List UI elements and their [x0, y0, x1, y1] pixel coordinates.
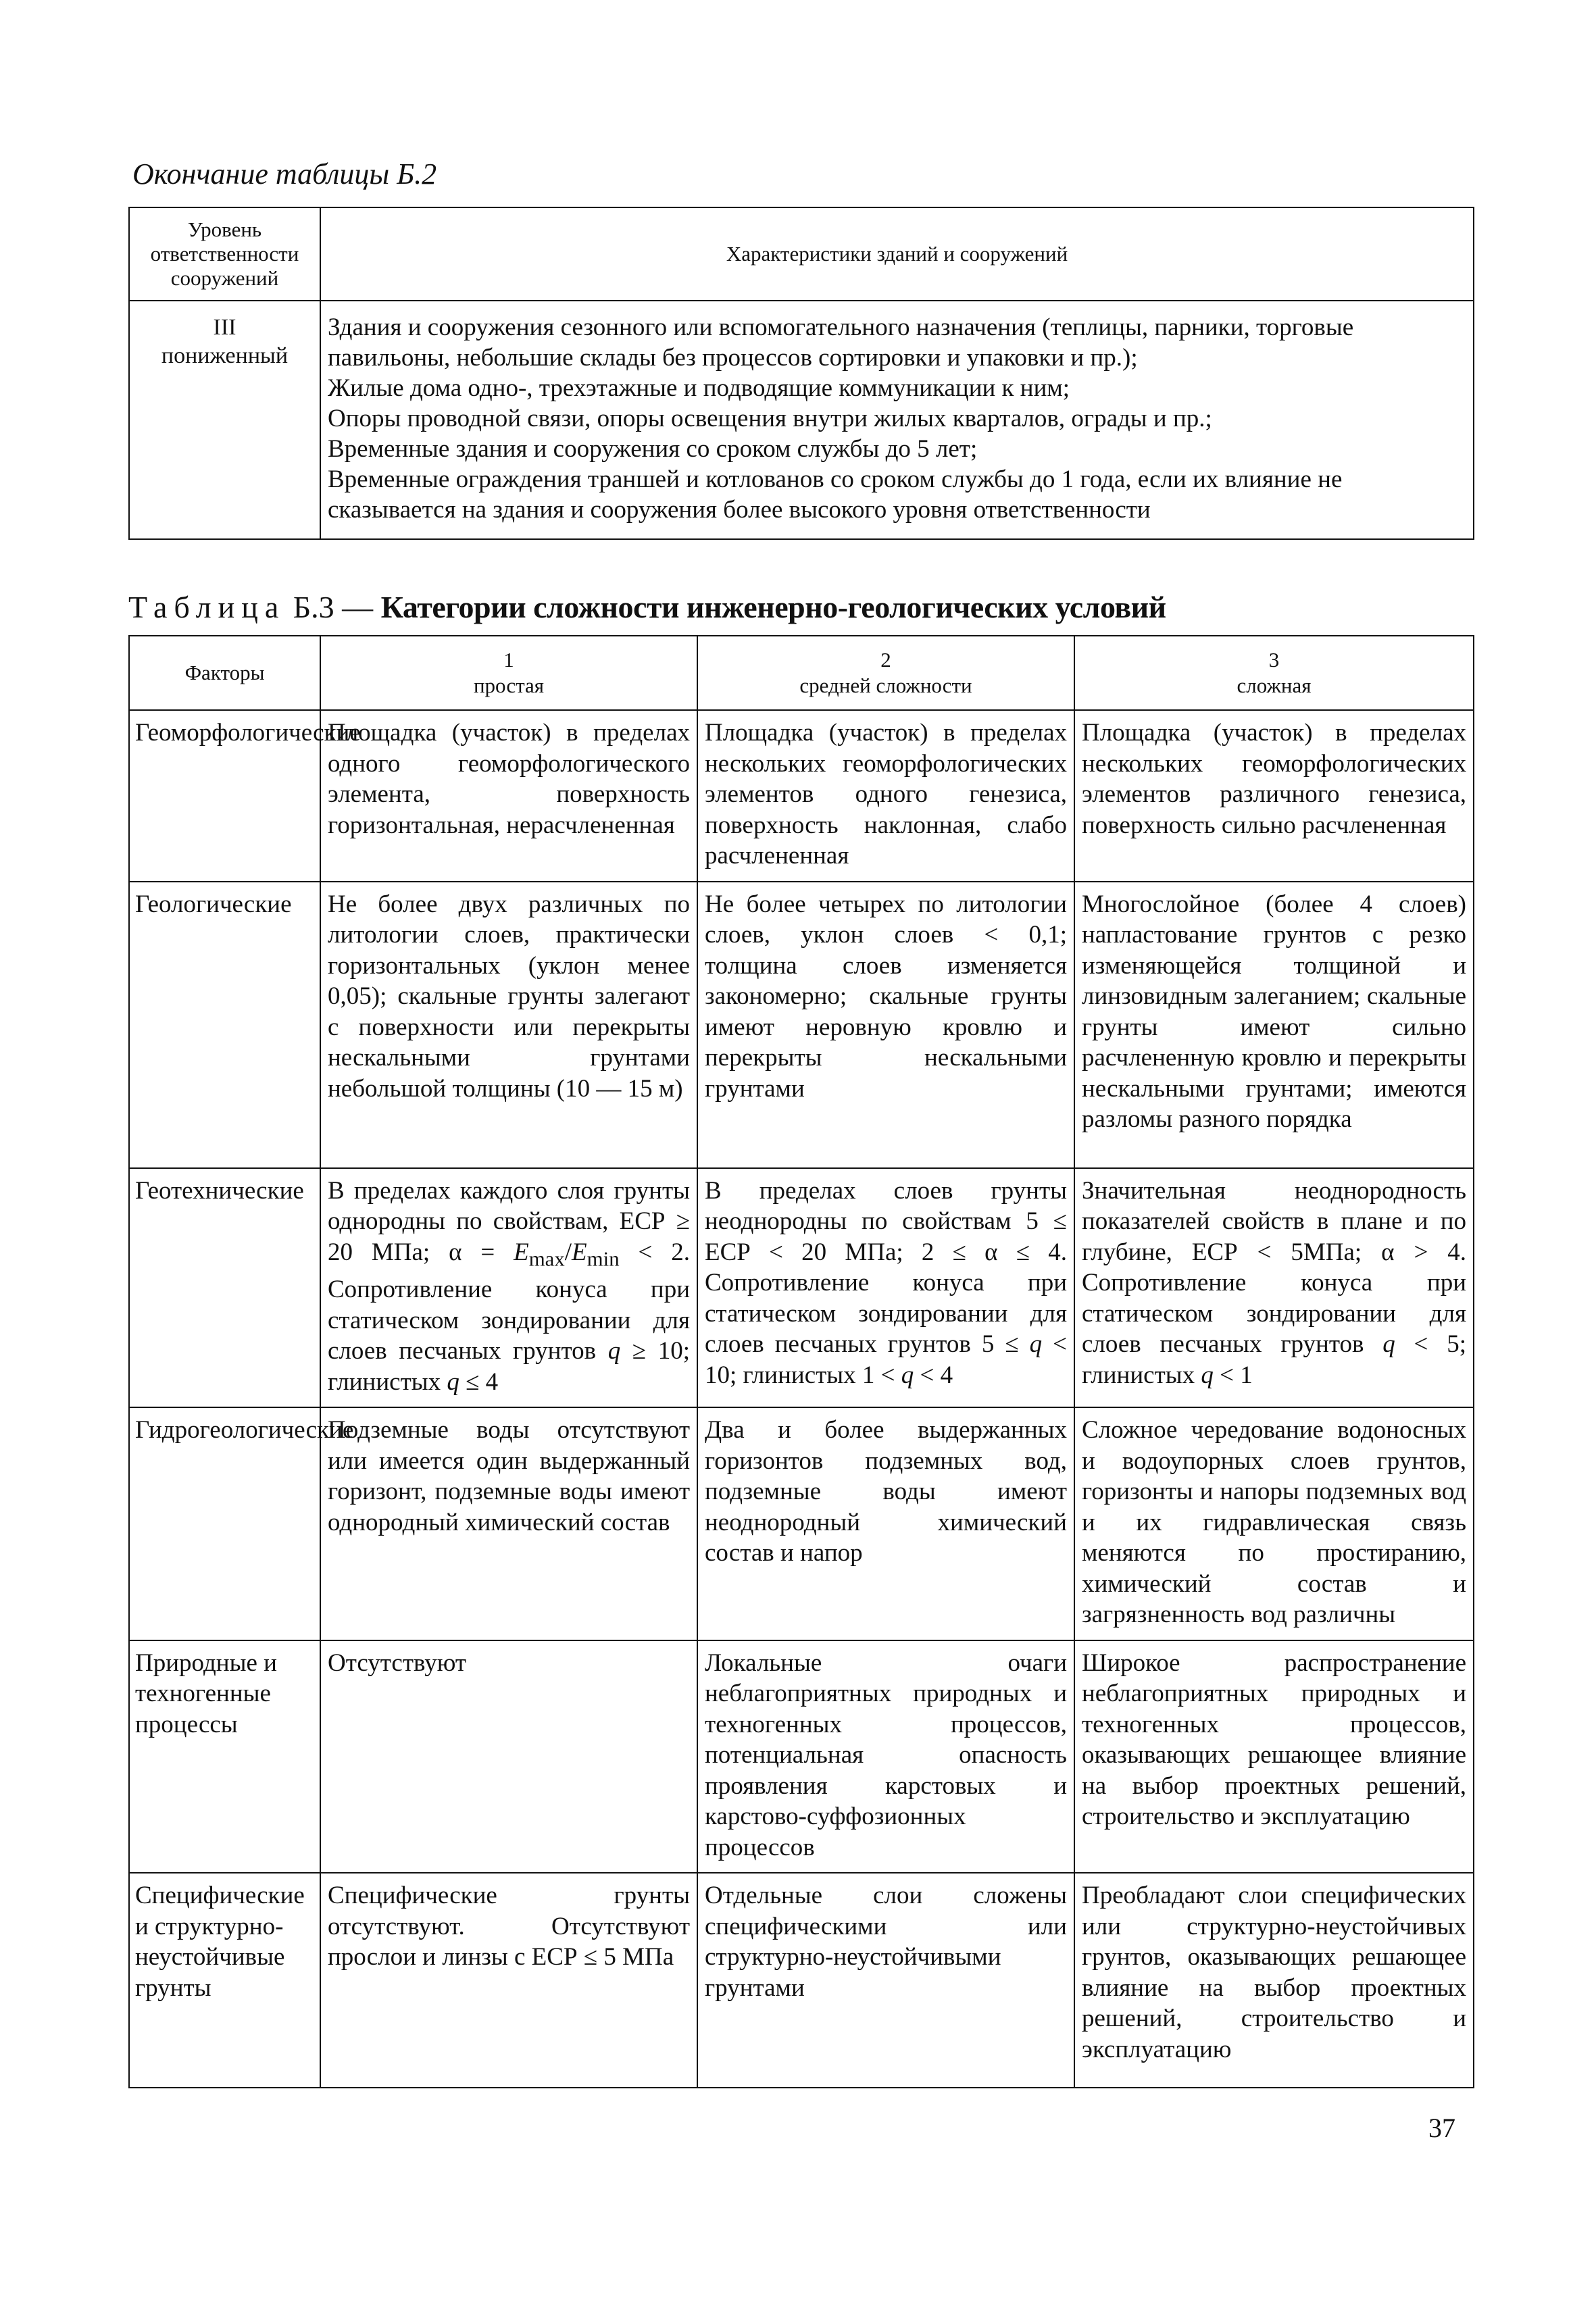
characteristics-cell	[320, 301, 1474, 539]
cell-simple: Площадка (участок) в пределах одного геоморфологического элемента, поверхность горизонтальная, нерасчлененная	[320, 710, 697, 882]
table-row	[129, 1873, 1474, 2088]
category-number: 1	[503, 648, 514, 672]
table-row	[129, 1640, 1474, 1873]
table-row	[129, 710, 1474, 882]
header-category-3	[1074, 636, 1474, 710]
table-row	[129, 882, 1474, 1168]
cell-simple: Не более двух различных по литологии слоев, практически горизонтальных (уклон менее 0,05); скальные грунты залегают с поверхности или перекрыты нескальными грунтами небольшой толщины (10 — 15 м)	[320, 882, 697, 1168]
table-b3	[128, 635, 1474, 2088]
table-b3-title	[128, 589, 1166, 625]
category-name: сложная	[1237, 674, 1312, 697]
table-header-row	[129, 207, 1474, 301]
cell-medium: Два и более выдержанных горизонтов подземных вод, подземные воды имеют неоднородный химический состав и напор	[697, 1407, 1074, 1640]
level-name: пониженный	[161, 343, 289, 368]
table-row	[129, 1407, 1474, 1640]
cell-medium: Не более четырех по литологии слоев, уклон слоев < 0,1; толщина слоев изменяется закономерно; скальные грунты имеют неровную кровлю и перекрыты нескальными грунтами	[697, 882, 1074, 1168]
characteristics-line: Временные здания и сооружения со сроком службы до 5 лет;	[328, 435, 978, 463]
title-dash: —	[342, 590, 374, 624]
characteristics-line: Временные ограждения траншей и котлованов со сроком службы до 1 года, если их влияние не сказывается на здания и сооружения более высокого уровня ответственности	[328, 466, 1343, 524]
cell-complex: Преобладают слои специфических или структурно-неустойчивых грунтов, оказывающих решающее влияние на выбор проектных решений, строительство и эксплуатацию	[1074, 1873, 1474, 2088]
cell-complex: Сложное чередование водоносных и водоупорных слоев грунтов, горизонты и напоры подземных вод и их гидравлическая связь меняются по простиранию, химический состав и загрязненность вод различны	[1074, 1407, 1474, 1640]
cell-simple: В пределах каждого слоя грунты однородны по свойствам, ЕСР ≥ 20 МПа; $\alpha = E_{max}/E_{min} < 2$. Сопротивление конуса при статическом зондировании для слоев песчаных грунтов q ≥ 10; глинистых q ≤ 4	[320, 1168, 697, 1408]
table-row	[129, 301, 1474, 539]
continuation-caption: Окончание таблицы Б.2	[132, 157, 437, 191]
cell-complex: Многослойное (более 4 слоев) напластование грунтов с резко изменяющейся толщиной и линзовидным залеганием; скальные грунты имеют сильно расчлененную кровлю и перекрыты нескальными грунтами; имеются разломы разного порядка	[1074, 882, 1474, 1168]
header-factors: Факторы	[129, 636, 320, 710]
level-cell	[129, 301, 320, 539]
cell-medium: Отдельные слои сложены специфическими или структурно-неустойчивыми грунтами	[697, 1873, 1074, 2088]
category-name: простая	[473, 674, 545, 697]
factor-cell: Природные и техногенные процессы	[129, 1640, 320, 1873]
category-number: 2	[880, 648, 891, 672]
level-roman: III	[213, 315, 236, 340]
cell-complex: Значительная неоднородность показателей свойств в плане и по глубине, ЕСР < 5МПа; α > 4. Сопротивление конуса при статическом зондировании для слоев песчаных грунтов q < 5; глинистых q < 1	[1074, 1168, 1474, 1408]
header-category-1	[320, 636, 697, 710]
header-level: Уровень ответственности сооружений	[129, 207, 320, 301]
category-name: средней сложности	[799, 674, 972, 697]
table-row	[129, 1168, 1474, 1408]
characteristics-line: Жилые дома одно-, трехэтажные и подводящие коммуникации к ним;	[328, 374, 1070, 402]
table-header-row	[129, 636, 1474, 710]
factor-cell: Геоморфологические	[129, 710, 320, 882]
page-number: 37	[1428, 2113, 1455, 2143]
table-b2-end	[128, 207, 1474, 540]
header-characteristics: Характеристики зданий и сооружений	[320, 207, 1474, 301]
factor-cell: Гидрогеологические	[129, 1407, 320, 1640]
characteristics-line: Здания и сооружения сезонного или вспомогательного назначения (теплицы, парники, торговые павильоны, небольшие склады без процессов сортировки и упаковки и пр.);	[328, 313, 1354, 372]
characteristics-line: Опоры проводной связи, опоры освещения внутри жилых кварталов, ограды и пр.;	[328, 405, 1212, 432]
factor-cell: Специфические и структурно-неустойчивые грунты	[129, 1873, 320, 2088]
header-category-2	[697, 636, 1074, 710]
cell-simple: Отсутствуют	[320, 1640, 697, 1873]
cell-medium: Площадка (участок) в пределах нескольких геоморфологических элементов одного генезиса, поверхность наклонная, слабо расчлененная	[697, 710, 1074, 882]
table-label: Таблица	[128, 590, 286, 624]
cell-complex: Широкое распространение неблагоприятных природных и техногенных процессов, оказывающих решающее влияние на выбор проектных решений, строительство и эксплуатацию	[1074, 1640, 1474, 1873]
category-number: 3	[1268, 648, 1280, 672]
cell-simple: Специфические грунты отсутствуют. Отсутствуют прослои и линзы с ЕСР ≤ 5 МПа	[320, 1873, 697, 2088]
table-number: Б.3	[293, 590, 334, 624]
cell-simple: Подземные воды отсутствуют или имеется один выдержанный горизонт, подземные воды имеют однородный химический состав	[320, 1407, 697, 1640]
cell-complex: Площадка (участок) в пределах нескольких геоморфологических элементов различного генезиса, поверхность сильно расчлененная	[1074, 710, 1474, 882]
factor-cell: Геотехнические	[129, 1168, 320, 1408]
cell-medium: В пределах слоев грунты неоднородны по свойствам 5 ≤ ЕСР < 20 МПа; 2 ≤ α ≤ 4. Сопротивление конуса при статическом зондировании для слоев песчаных грунтов 5 ≤ q < 10; глинистых 1 < q < 4	[697, 1168, 1074, 1408]
cell-medium: Локальные очаги неблагоприятных природных и техногенных процессов, потенциальная опасность проявления карстовых и карстово-суффозионных процессов	[697, 1640, 1074, 1873]
table-name: Категории сложности инженерно-геологических условий	[380, 590, 1166, 624]
factor-cell: Геологические	[129, 882, 320, 1168]
